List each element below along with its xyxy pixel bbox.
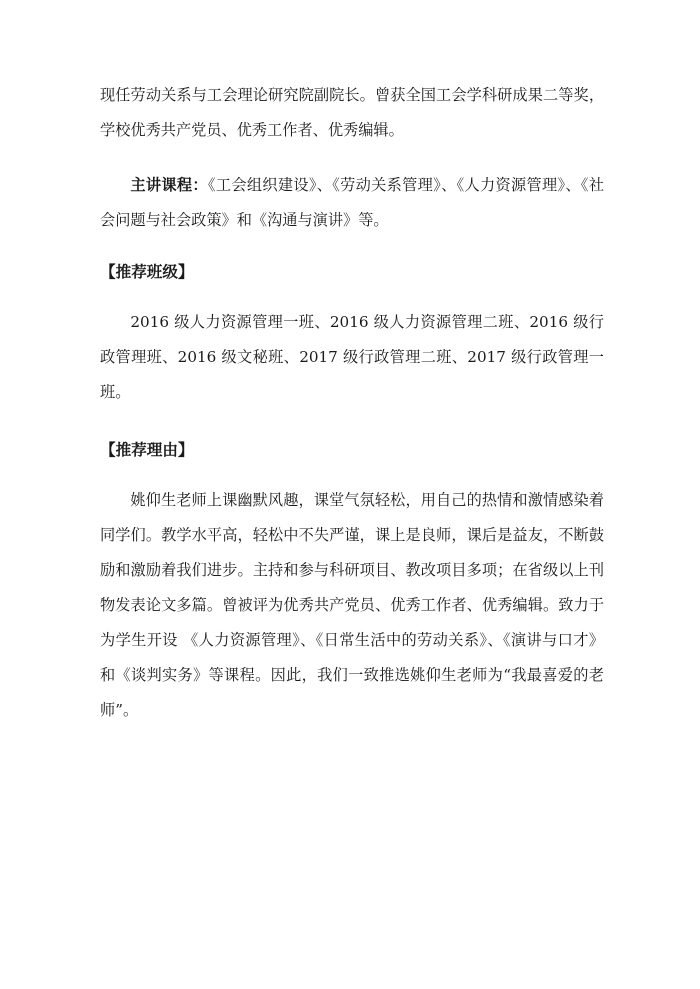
spacer	[100, 148, 604, 168]
recommendation-reason-paragraph: 姚仰生老师上课幽默风趣，课堂气氛轻松，用自己的热情和激情感染着同学们。教学水平高，轻松中不失严谨，课上是良师，课后是益友，不断鼓励和激励着我们进步。主持和参与科研项目、教改项目多项；在省级以上刊物发表论文多篇。曾被评为优秀共产党员、优秀工作者、优秀编辑。致力于为学生开设 《人力资源管理》、《日常生活中的劳动关系》、《演讲与口才》和《谈判实务》等课程。因此，我们一致推选姚仰生老师为“我最喜爱的老师”。	[100, 491, 604, 719]
spacer	[100, 410, 604, 432]
bio-paragraph: 现任劳动关系与工会理论研究院副院长。曾获全国工会学科研成果二等奖，学校优秀共产党员、优秀工作者、优秀编辑。	[100, 86, 604, 139]
document-body	[100, 78, 604, 728]
recommendation-reason-heading: 【推荐理由】	[100, 440, 194, 459]
spacer	[100, 289, 604, 305]
recommended-classes-paragraph: 2016 级人力资源管理一班、2016 级人力资源管理二班、2016 级行政管理班、2016 级文秘班、2017 级行政管理二班、2017 级行政管理一班。	[100, 313, 604, 401]
courses-label: 主讲课程：	[130, 176, 208, 194]
spacer	[100, 238, 604, 254]
courses-paragraph	[100, 168, 604, 238]
recommended-classes-heading: 【推荐班级】	[100, 262, 194, 281]
spacer	[100, 467, 604, 483]
courses-text: 《工会组织建设》、《劳动关系管理》、《人力资源管理》、《社会问题与社会政策》和《沟通与演讲》等。	[100, 176, 605, 229]
